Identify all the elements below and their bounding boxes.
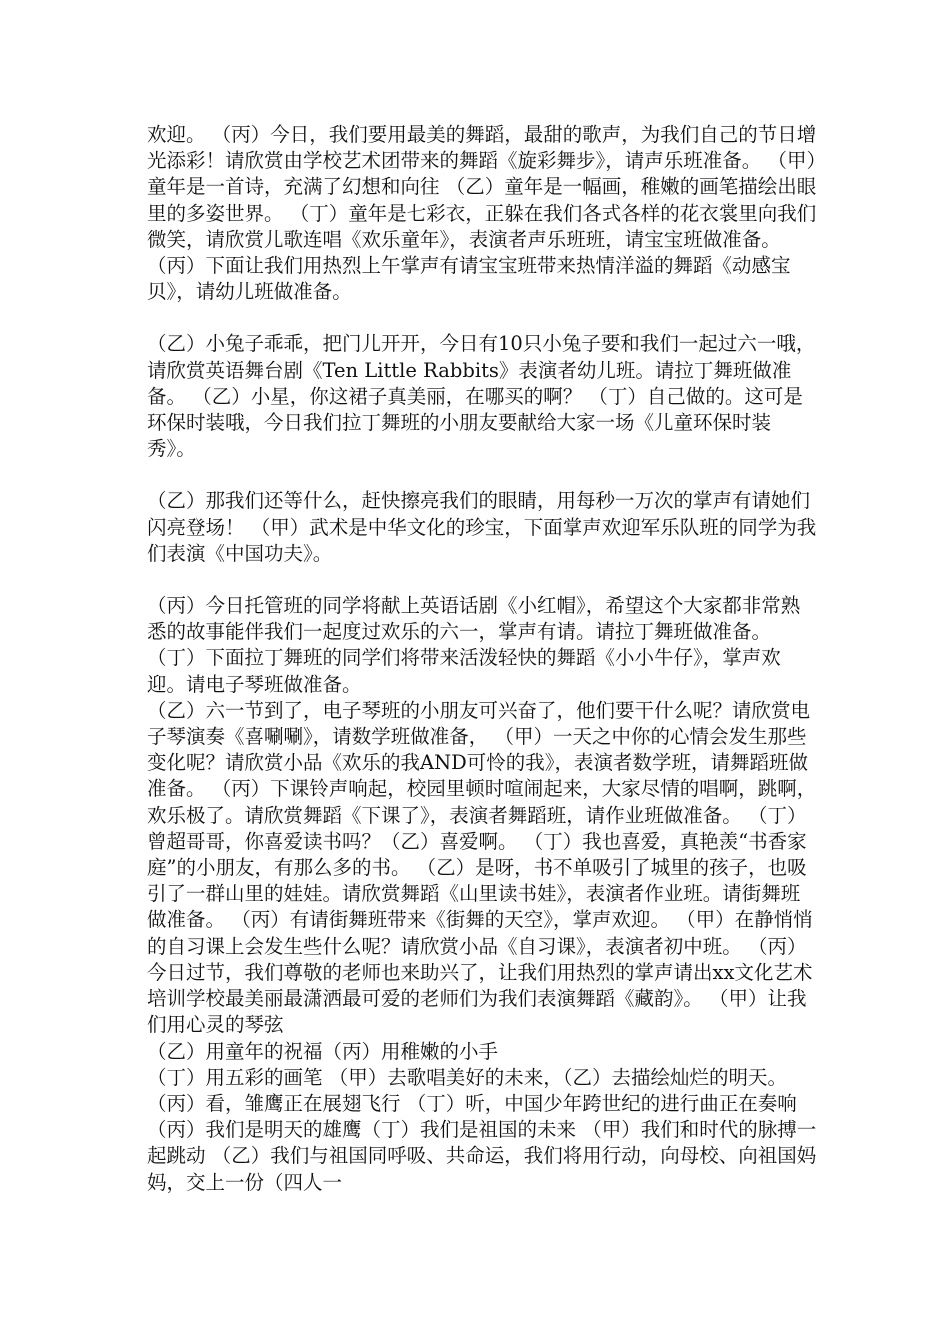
paragraph-spacer	[147, 305, 817, 331]
paragraph-spacer	[147, 567, 817, 593]
paragraph-spacer	[147, 462, 817, 488]
paragraph-7: （丁）用五彩的画笔 （甲）去歌唱美好的未来，（乙）去描绘灿烂的明天。 （丙）看，雏鹰正在展翅飞行 （丁）听，中国少年跨世纪的进行曲正在奏响 （丙）我们是明天的雄鹰（丁）我们是祖国的未来 （甲）我们和时代的脉搏一起跳动 （乙）我们与祖国同呼吸、共命运，我们将用行动，向母校、向祖国妈妈，交上一份（四人一	[147, 1065, 817, 1194]
paragraph-3: （乙）那我们还等什么，赶快擦亮我们的眼睛，用每秒一万次的掌声有请她们闪亮登场！ （甲）武术是中华文化的珍宝，下面掌声欢迎军乐队班的同学为我们表演《中国功夫》。	[147, 489, 817, 565]
paragraph-2: （乙）小兔子乖乖，把门儿开开，今日有10只小兔子要和我们一起过六一哦，请欣赏英语舞台剧《Ten Little Rabbits》表演者幼儿班。请拉丁舞班做准备。 （乙）小星，你这裙子真美丽，在哪买的啊？ （丁）自己做的。这可是环保时装哦，今日我们拉丁舞班的小朋友要献给大家一场《儿童环保时装秀》。	[147, 332, 816, 461]
paragraph-1: 欢迎。 （丙）今日，我们要用最美的舞蹈，最甜的歌声，为我们自己的节日增光添彩！请欣赏由学校艺术团带来的舞蹈《旋彩舞步》，请声乐班准备。 （甲）童年是一首诗，充满了幻想和向往 （乙）童年是一幅画，稚嫩的画笔描绘出眼里的多姿世界。 （丁）童年是七彩衣，正躲在我们各式各样的花衣裳里向我们微笑，请欣赏儿歌连唱《欢乐童年》，表演者声乐班班，请宝宝班做准备。 （丙）下面让我们用热烈上午掌声有请宝宝班带来热情洋溢的舞蹈《动感宝贝》，请幼儿班做准备。	[147, 123, 817, 304]
paragraph-5: （乙）六一节到了，电子琴班的小朋友可兴奋了，他们要干什么呢？请欣赏电子琴演奏《喜唰唰》，请数学班做准备， （甲）一天之中你的心情会发生那些变化呢？请欣赏小品《欢乐的我AND可怜的我》，表演者数学班，请舞蹈班做准备。 （丙）下课铃声响起，校园里顿时喧闹起来，大家尽情的唱啊，跳啊，欢乐极了。请欣赏舞蹈《下课了》，表演者舞蹈班，请作业班做准备。 （丁）曾超哥哥，你喜爱读书吗？（乙）喜爱啊。 （丁）我也喜爱，真艳羡“书香家庭”的小朋友，有那么多的书。 （乙）是呀，书不单吸引了城里的孩子，也吸引了一群山里的娃娃。请欣赏舞蹈《山里读书娃》，表演者作业班。请街舞班做准备。 （丙）有请街舞班带来《街舞的天空》，掌声欢迎。 （甲）在静悄悄的自习课上会发生些什么呢？请欣赏小品《自习课》，表演者初中班。 （丙）今日过节，我们尊敬的老师也来助兴了，让我们用热烈的掌声请出xx文化艺术培训学校最美丽最潇洒最可爱的老师们为我们表演舞蹈《藏韵》。 （甲）让我们用心灵的琴弦	[147, 698, 817, 1037]
paragraph-6: （乙）用童年的祝福（丙）用稚嫩的小手	[147, 1039, 499, 1063]
paragraph-4: （丙）今日托管班的同学将献上英语话剧《小红帽》，希望这个大家都非常熟悉的故事能伴我们一起度过欢乐的六一，掌声有请。请拉丁舞班做准备。 （丁）下面拉丁舞班的同学们将带来活泼轻快的舞蹈《小小牛仔》，掌声欢迎。请电子琴班做准备。	[147, 594, 801, 696]
body-text	[147, 122, 817, 1196]
